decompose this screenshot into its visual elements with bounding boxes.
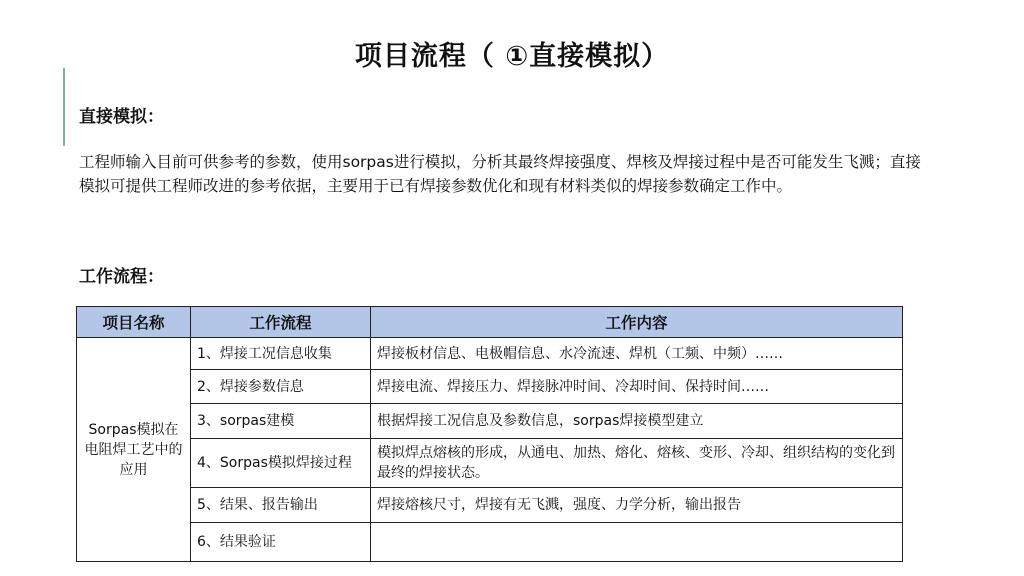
table-header-row <box>77 307 903 338</box>
table-row <box>77 370 903 404</box>
table-row <box>77 523 903 562</box>
step-cell: 5、结果、报告输出 <box>191 488 371 523</box>
header-project-name: 项目名称 <box>77 307 191 338</box>
content-cell: 根据焊接工况信息及参数信息，sorpas焊接模型建立 <box>371 404 903 439</box>
table-row <box>77 404 903 439</box>
step-cell: 2、焊接参数信息 <box>191 370 371 404</box>
content-cell <box>371 523 903 562</box>
table-row <box>77 488 903 523</box>
workflow-heading: 工作流程： <box>79 267 164 287</box>
project-name-cell: Sorpas模拟在电阻焊工艺中的应用 <box>77 338 191 562</box>
workflow-table <box>76 306 903 562</box>
content-cell: 焊接板材信息、电极帽信息、水冷流速、焊机（工频、中频）…… <box>371 338 903 370</box>
step-cell: 6、结果验证 <box>191 523 371 562</box>
step-cell: 1、焊接工况信息收集 <box>191 338 371 370</box>
direct-simulation-heading: 直接模拟： <box>79 107 164 127</box>
step-cell: 3、sorpas建模 <box>191 404 371 439</box>
accent-bar <box>63 68 65 146</box>
content-cell: 焊接熔核尺寸，焊接有无飞溅，强度、力学分析，输出报告 <box>371 488 903 523</box>
step-cell: 4、Sorpas模拟焊接过程 <box>191 439 371 488</box>
header-workflow: 工作流程 <box>191 307 371 338</box>
table-row <box>77 439 903 488</box>
table-row <box>77 338 903 370</box>
direct-simulation-description: 工程师输入目前可供参考的参数，使用sorpas进行模拟，分析其最终焊接强度、焊核及焊接过程中是否可能发生飞溅；直接模拟可提供工程师改进的参考依据，主要用于已有焊接参数优化和现有材料类似的焊接参数确定工作中。 <box>79 153 921 195</box>
header-work-content: 工作内容 <box>371 307 903 338</box>
content-cell: 模拟焊点熔核的形成，从通电、加热、熔化、熔核、变形、冷却、组织结构的变化到最终的焊接状态。 <box>371 439 903 488</box>
content-cell: 焊接电流、焊接压力、焊接脉冲时间、冷却时间、保持时间…… <box>371 370 903 404</box>
page-title: 项目流程（ ①直接模拟） <box>354 41 670 72</box>
